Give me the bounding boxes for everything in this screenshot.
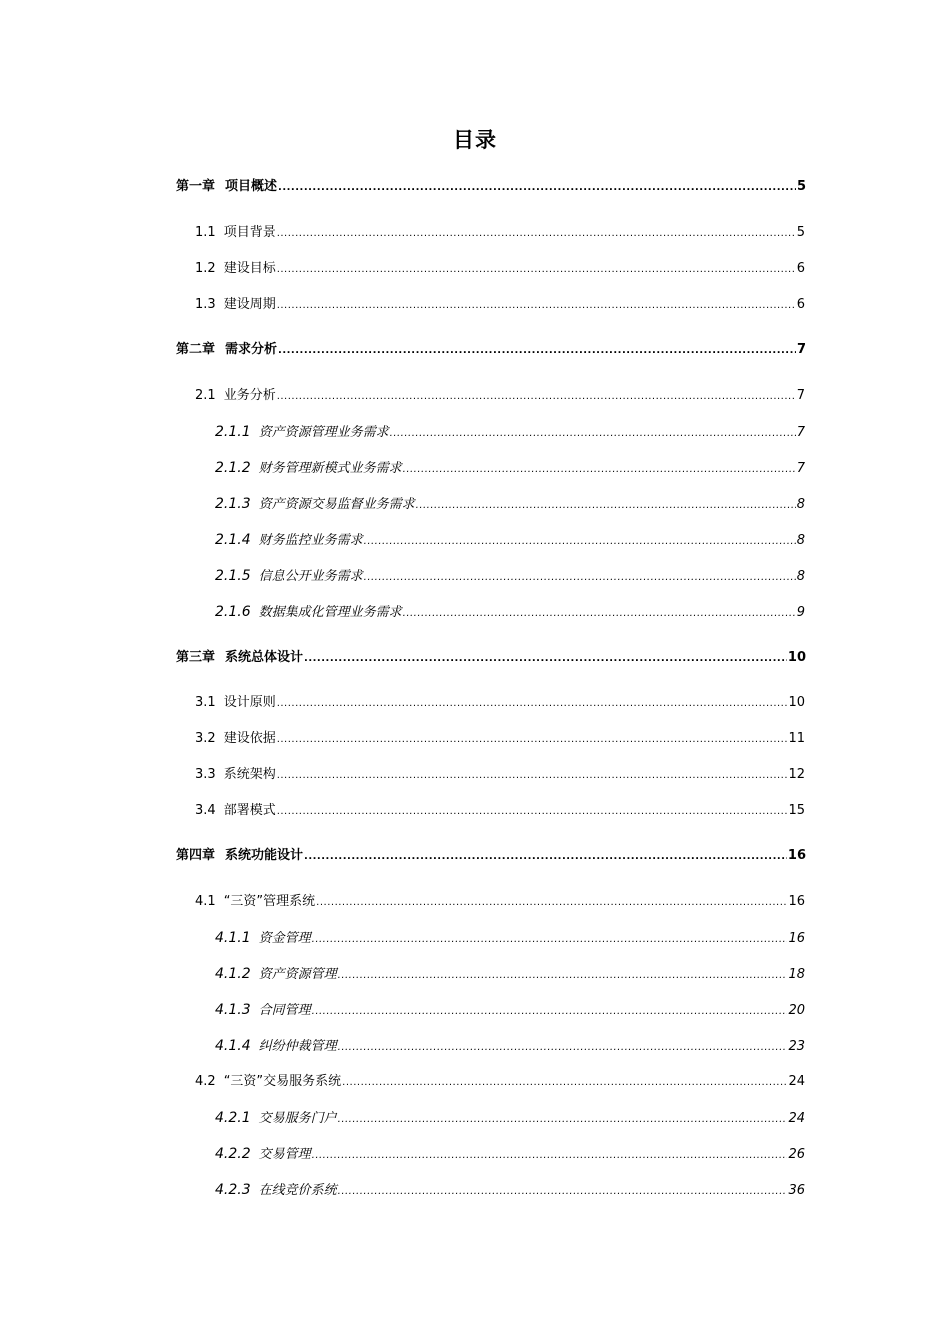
toc-entry-number: 3.1 bbox=[195, 695, 216, 710]
toc-dot-leader bbox=[338, 1110, 788, 1130]
toc-entry-level2[interactable] bbox=[195, 386, 805, 406]
toc-entry-page-number: 20 bbox=[788, 1003, 805, 1018]
toc-entry-page-number: 26 bbox=[788, 1147, 805, 1162]
toc-entry-number: 第一章 bbox=[176, 179, 216, 194]
toc-title: 目录 bbox=[453, 128, 497, 152]
toc-entry-number: 2.1.4 bbox=[215, 532, 251, 548]
toc-entry-level3[interactable] bbox=[215, 1180, 805, 1200]
toc-entry-text: 合同管理 bbox=[258, 1003, 311, 1018]
toc-entry-number: 4.2.2 bbox=[215, 1146, 251, 1162]
toc-dot-leader bbox=[277, 730, 788, 750]
toc-entry-text: 项目背景 bbox=[223, 225, 276, 240]
toc-entry-page-number: 24 bbox=[788, 1111, 805, 1126]
toc-dot-leader bbox=[338, 1182, 788, 1202]
toc-dot-leader bbox=[312, 930, 788, 950]
toc-entry-number: 4.2.1 bbox=[215, 1110, 251, 1126]
toc-entry-page-number: 24 bbox=[788, 1074, 805, 1089]
toc-entry-text: 在线竞价系统 bbox=[258, 1183, 337, 1198]
toc-entry-number: 第二章 bbox=[176, 342, 216, 357]
toc-entry-level3[interactable] bbox=[215, 566, 805, 586]
toc-entry-level2[interactable] bbox=[195, 693, 805, 713]
toc-entry-level3[interactable] bbox=[215, 1108, 805, 1128]
toc-entry-page-number: 5 bbox=[796, 179, 806, 194]
toc-entry-page-number: 8 bbox=[796, 533, 805, 548]
toc-entry-text: 交易管理 bbox=[258, 1147, 311, 1162]
toc-entry-page-number: 18 bbox=[788, 967, 805, 982]
toc-entry-level2[interactable] bbox=[195, 1072, 805, 1092]
toc-entry-number: 4.2 bbox=[195, 1074, 216, 1089]
toc-entry-page-number: 8 bbox=[796, 497, 805, 512]
toc-entry-text: 资产资源管理业务需求 bbox=[258, 425, 389, 440]
toc-entry-number: 2.1.3 bbox=[215, 496, 251, 512]
toc-entry-page-number: 10 bbox=[787, 650, 806, 665]
toc-entry-page-number: 7 bbox=[796, 461, 805, 476]
toc-entry-text: 建设周期 bbox=[223, 297, 276, 312]
toc-dot-leader bbox=[304, 847, 787, 867]
toc-entry-text: 财务管理新模式业务需求 bbox=[258, 461, 402, 476]
toc-entry-level2[interactable] bbox=[195, 295, 805, 315]
toc-dot-leader bbox=[312, 1002, 788, 1022]
toc-entry-level1[interactable] bbox=[176, 648, 806, 668]
toc-entry-page-number: 16 bbox=[788, 894, 805, 909]
toc-entry-number: 2.1.6 bbox=[215, 604, 251, 620]
toc-entry-level2[interactable] bbox=[195, 729, 805, 749]
toc-entry-number: 2.1.1 bbox=[215, 424, 251, 440]
toc-entry-page-number: 7 bbox=[796, 388, 805, 403]
toc-entry-text: “三资”交易服务系统 bbox=[223, 1074, 342, 1089]
toc-entry-page-number: 36 bbox=[788, 1183, 805, 1198]
toc-entry-page-number: 5 bbox=[796, 225, 805, 240]
toc-entry-level2[interactable] bbox=[195, 801, 805, 821]
toc-entry-number: 3.3 bbox=[195, 767, 216, 782]
toc-entry-number: 4.1.2 bbox=[215, 966, 251, 982]
toc-dot-leader bbox=[278, 341, 796, 361]
toc-entry-text: 系统架构 bbox=[223, 767, 276, 782]
toc-dot-leader bbox=[364, 532, 796, 552]
toc-entry-text: 系统总体设计 bbox=[225, 650, 304, 665]
toc-entry-page-number: 23 bbox=[788, 1039, 805, 1054]
toc-entry-number: 1.1 bbox=[195, 225, 216, 240]
toc-entry-number: 4.1.3 bbox=[215, 1002, 251, 1018]
toc-entry-text: 财务监控业务需求 bbox=[258, 533, 363, 548]
toc-dot-leader bbox=[277, 224, 796, 244]
toc-entry-level2[interactable] bbox=[195, 892, 805, 912]
toc-entry-page-number: 10 bbox=[788, 695, 805, 710]
toc-entry-level3[interactable] bbox=[215, 964, 805, 984]
toc-entry-level1[interactable] bbox=[176, 340, 806, 360]
toc-entry-page-number: 12 bbox=[788, 767, 805, 782]
toc-dot-leader bbox=[316, 893, 787, 913]
toc-entry-text: 交易服务门户 bbox=[258, 1111, 337, 1126]
toc-entry-number: 2.1.5 bbox=[215, 568, 251, 584]
toc-entry-page-number: 11 bbox=[788, 731, 805, 746]
toc-entry-page-number: 6 bbox=[796, 297, 805, 312]
toc-entry-text: 资产资源交易监督业务需求 bbox=[258, 497, 415, 512]
toc-entry-text: 纠纷仲裁管理 bbox=[258, 1039, 337, 1054]
toc-entry-text: 系统功能设计 bbox=[225, 848, 304, 863]
toc-dot-leader bbox=[277, 260, 796, 280]
toc-entry-page-number: 15 bbox=[788, 803, 805, 818]
toc-entry-page-number: 9 bbox=[796, 605, 805, 620]
toc-entry-number: 3.4 bbox=[195, 803, 216, 818]
toc-entry-text: 建设依据 bbox=[223, 731, 276, 746]
toc-dot-leader bbox=[390, 424, 796, 444]
toc-dot-leader bbox=[277, 387, 796, 407]
toc-entry-text: “三资”管理系统 bbox=[223, 894, 316, 909]
toc-entry-number: 第四章 bbox=[176, 848, 216, 863]
toc-entry-page-number: 6 bbox=[796, 261, 805, 276]
toc-entry-text: 数据集成化管理业务需求 bbox=[258, 605, 402, 620]
toc-entry-level3[interactable] bbox=[215, 1144, 805, 1164]
toc-entry-level3[interactable] bbox=[215, 928, 805, 948]
toc-entry-text: 需求分析 bbox=[225, 342, 278, 357]
toc-entry-level3[interactable] bbox=[215, 458, 805, 478]
toc-dot-leader bbox=[342, 1073, 787, 1093]
toc-entry-level2[interactable] bbox=[195, 223, 805, 243]
toc-dot-leader bbox=[277, 766, 788, 786]
toc-entry-level3[interactable] bbox=[215, 1036, 805, 1056]
toc-entry-number: 3.2 bbox=[195, 731, 216, 746]
toc-dot-leader bbox=[278, 178, 796, 198]
toc-entry-page-number: 16 bbox=[787, 848, 806, 863]
toc-dot-leader bbox=[403, 604, 796, 624]
toc-dot-leader bbox=[403, 460, 796, 480]
toc-dot-leader bbox=[277, 694, 788, 714]
toc-entry-number: 1.3 bbox=[195, 297, 216, 312]
toc-entry-text: 信息公开业务需求 bbox=[258, 569, 363, 584]
toc-entry-level2[interactable] bbox=[195, 765, 805, 785]
toc-dot-leader bbox=[338, 1038, 788, 1058]
toc-dot-leader bbox=[416, 496, 796, 516]
toc-entry-level1[interactable] bbox=[176, 846, 806, 866]
toc-entry-level3[interactable] bbox=[215, 494, 805, 514]
toc-entry-text: 设计原则 bbox=[223, 695, 276, 710]
toc-dot-leader bbox=[277, 296, 796, 316]
toc-entry-level3[interactable] bbox=[215, 1000, 805, 1020]
toc-entry-number: 4.1 bbox=[195, 894, 216, 909]
toc-entry-level2[interactable] bbox=[195, 259, 805, 279]
toc-entry-text: 资产资源管理 bbox=[258, 967, 337, 982]
toc-entry-text: 资金管理 bbox=[258, 931, 311, 946]
toc-entry-level3[interactable] bbox=[215, 422, 805, 442]
toc-entry-text: 项目概述 bbox=[225, 179, 278, 194]
toc-entry-number: 4.1.4 bbox=[215, 1038, 251, 1054]
toc-entry-number: 2.1.2 bbox=[215, 460, 251, 476]
toc-entry-text: 部署模式 bbox=[223, 803, 276, 818]
toc-entry-number: 2.1 bbox=[195, 388, 216, 403]
toc-dot-leader bbox=[338, 966, 788, 986]
toc-entry-level3[interactable] bbox=[215, 530, 805, 550]
toc-entry-text: 建设目标 bbox=[223, 261, 276, 276]
toc-entry-page-number: 7 bbox=[796, 342, 806, 357]
toc-dot-leader bbox=[304, 649, 787, 669]
toc-dot-leader bbox=[277, 802, 788, 822]
toc-entry-page-number: 16 bbox=[788, 931, 805, 946]
toc-entry-number: 第三章 bbox=[176, 650, 216, 665]
toc-dot-leader bbox=[312, 1146, 788, 1166]
toc-entry-level3[interactable] bbox=[215, 602, 805, 622]
toc-entry-number: 4.2.3 bbox=[215, 1182, 251, 1198]
toc-entry-number: 1.2 bbox=[195, 261, 216, 276]
toc-dot-leader bbox=[364, 568, 796, 588]
toc-entry-level1[interactable] bbox=[176, 177, 806, 197]
toc-entry-number: 4.1.1 bbox=[215, 930, 251, 946]
toc-entry-page-number: 7 bbox=[796, 425, 805, 440]
toc-entry-page-number: 8 bbox=[796, 569, 805, 584]
toc-entry-text: 业务分析 bbox=[223, 388, 276, 403]
